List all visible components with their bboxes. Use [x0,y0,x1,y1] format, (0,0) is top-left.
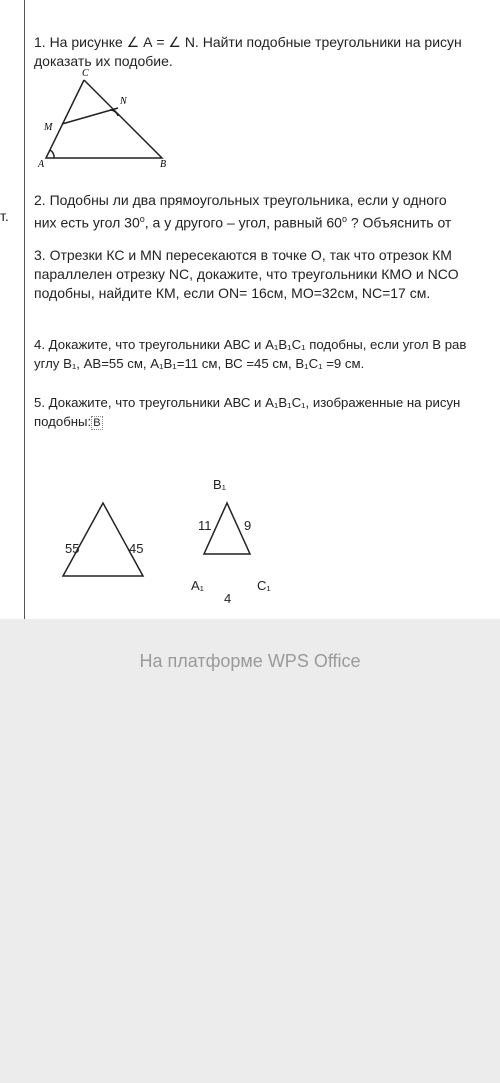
question-2-line-1: 2. Подобны ли два прямоугольных треугольника, если у одного [34,192,447,208]
question-5-line-1: 5. Докажите, что треугольники АВС и А₁В₁С₁, изображенные на рисун [34,395,461,410]
question-2 [34,191,451,233]
question-3-line-2: параллелен отрезку NC, докажите, что треугольники КМО и NCO [34,266,459,282]
question-5-line-2 [34,412,460,433]
label-M: M [44,122,53,133]
question-4 [34,335,466,373]
label-B: B [160,159,167,170]
label-C: C [82,68,89,79]
question-4-line-1: 4. Докажите, что треугольники АВС и А₁В₁С₁ подобны, если угол В рав [34,337,467,352]
degree-mark: o [341,214,347,224]
side-9-label: 9 [244,518,252,533]
question-2-line-2 [34,210,451,233]
question-3-line-3: подобны, найдите КМ, если ON= 16см, МО=32см, NC=17 см. [34,285,431,301]
side-55-label: 55 [65,541,80,556]
text-part: них есть угол 30 [34,214,140,231]
marker-b: B [93,417,101,429]
text-part: , а у другого – угол, равный 60 [144,214,342,231]
cut-text: т. [0,208,9,224]
vertex-A1-label: A₁ [191,578,205,593]
question-3-line-1: 3. Отрезки КС и MN пересекаются в точке О, так что отрезок КМ [34,247,452,263]
question-4-line-2: углу В₁, АВ=55 см, А₁В₁=11 см, ВС =45 см, В₁С₁ =9 см. [34,356,365,371]
footer-text: На платформе WPS Office [139,651,361,671]
question-1-line-2: доказать их подобие. [34,53,173,69]
side-4-label: 4 [224,591,232,606]
question-3 [34,246,459,303]
label-N: N [120,96,127,107]
question-5 [34,393,460,433]
side-11-label: 11 [198,518,212,533]
question-1-line-1: 1. На рисунке ∠ А = ∠ N. Найти подобные треугольники на рисун [34,34,462,50]
vertex-B1-label: B₁ [213,477,227,492]
previous-page-edge [0,0,25,619]
side-45-label: 45 [129,541,144,556]
text-part: подобны: [34,414,92,429]
text-part: ? Объяснить от [346,214,452,231]
degree-mark: o [139,214,145,224]
figure-1 [34,66,184,171]
vertex-C1-label: C₁ [257,578,271,593]
label-A: A [38,159,45,170]
